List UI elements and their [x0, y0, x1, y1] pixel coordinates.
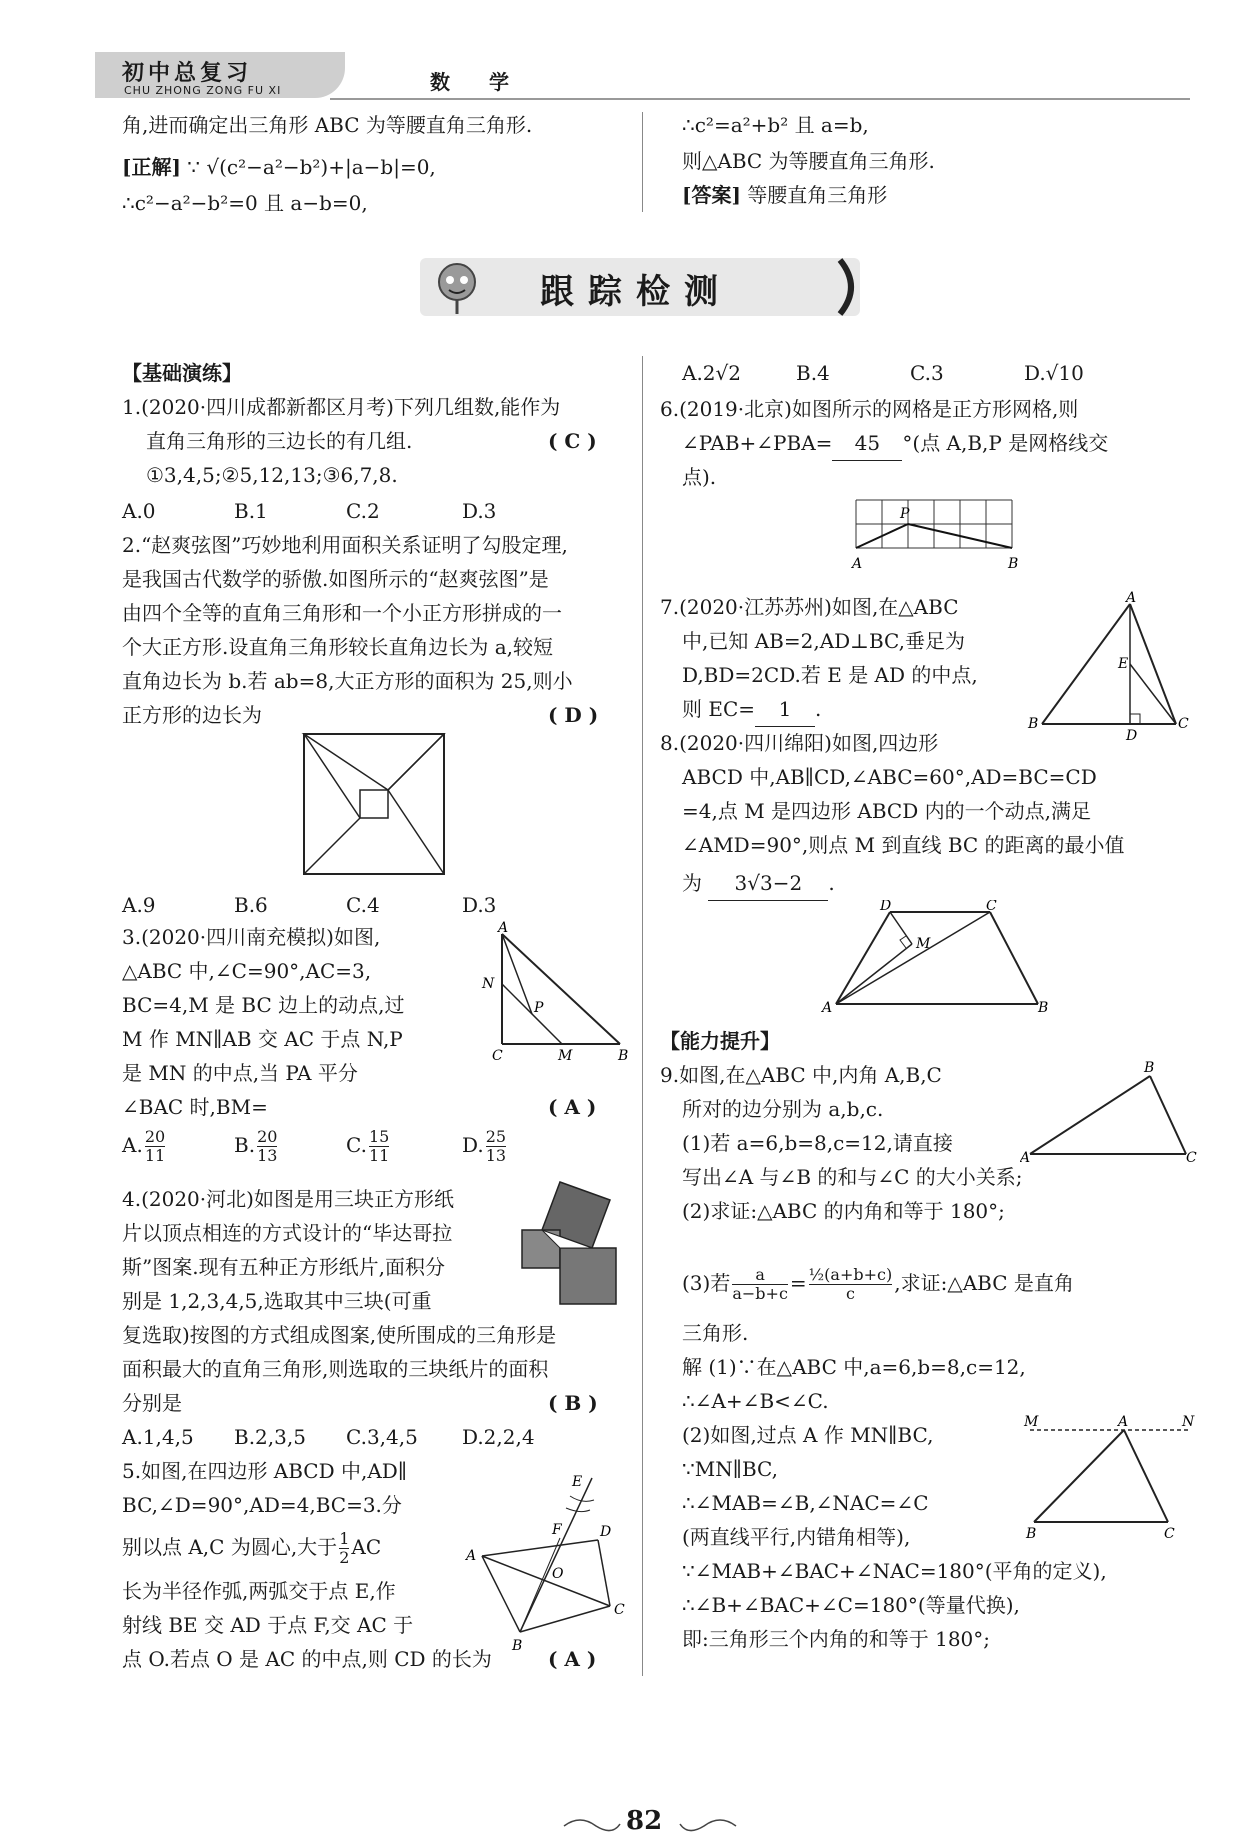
q1-answer: ( C ) [548, 429, 597, 453]
q2-line3: 由四个全等的直角三角形和一个小正方形拼成的一 [122, 601, 562, 625]
q2-opt-c: C.4 [346, 893, 380, 917]
basic-label: 【基础演练】 [122, 361, 242, 385]
q7-fig-d: D [1126, 728, 1138, 740]
sol-line3: (2)如图,过点 A 作 MN∥BC, [682, 1423, 934, 1447]
q5-opt-d: D.√10 [1024, 361, 1084, 385]
q5-line3: 别以点 A,C 为圆心,大于 $\frac{1}{2}$ AC [122, 1529, 382, 1567]
q6-line2: ∠PAB+∠PBA= 45 °(点 A,B,P 是网格线交 [682, 426, 1108, 461]
header-title: 初中总复习 [122, 60, 253, 86]
sol-line2: ∴∠A+∠B<∠C. [682, 1389, 829, 1413]
q1-line2: 直角三角形的三边长的有几组. [146, 429, 413, 453]
top-r3 [682, 178, 887, 212]
q7-figure [1024, 590, 1194, 740]
q2-line5: 直角边长为 b.若 ab=8,大正方形的面积为 25,则小 [122, 669, 573, 693]
q3-fig-c: C [492, 1048, 503, 1064]
q2-opt-b: B.6 [234, 893, 268, 917]
q9-figure-a [1020, 1058, 1200, 1168]
sol-line4: ∵MN∥BC, [682, 1457, 778, 1481]
q5-opt-b: B.4 [796, 361, 830, 385]
q9b-fig-a: A [1118, 1414, 1129, 1430]
q5-figure [460, 1466, 638, 1656]
q3-opt-c: C. $\frac{15}{11}$ [346, 1127, 390, 1165]
q9-line7: 三角形. [682, 1321, 749, 1345]
q4-line1: 4.(2020·河北)如图是用三块正方形纸 [122, 1187, 454, 1211]
q1-line3: ①3,4,5;②5,12,13;③6,7,8. [146, 463, 398, 487]
q4-opt-d: D.2,2,4 [462, 1425, 535, 1449]
q6-fig-a: A [852, 556, 863, 572]
q8-line3: =4,点 M 是四边形 ABCD 内的一个动点,满足 [682, 799, 1091, 823]
q7-line2: 中,已知 AB=2,AD⊥BC,垂足为 [682, 629, 965, 653]
q5-line1: 5.如图,在四边形 ABCD 中,AD∥ [122, 1459, 408, 1483]
q8-line1: 8.(2020·四川绵阳)如图,四边形 [660, 731, 939, 755]
top-r3-text: 等腰直角三角形 [747, 183, 888, 207]
q8-line4: ∠AMD=90°,则点 M 到直线 BC 的距离的最小值 [682, 833, 1125, 857]
q9b-fig-m: M [1024, 1414, 1039, 1430]
q1-line1: 1.(2020·四川成都新都区月考)下列几组数,能作为 [122, 395, 561, 419]
q9a-fig-a: A [1020, 1150, 1031, 1166]
sol-line9: 即:三角形三个内角的和等于 180°; [682, 1627, 991, 1651]
q9-line5: (2)求证:△ABC 的内角和等于 180°; [682, 1199, 1005, 1223]
q7-fig-e: E [1118, 656, 1129, 672]
ability-label: 【能力提升】 [660, 1029, 780, 1053]
q7-answer: 1 [755, 692, 815, 727]
column-divider [642, 356, 643, 1676]
q6-line3: 点). [682, 465, 717, 489]
q5-fig-b: B [512, 1638, 523, 1654]
q2-answer: ( D ) [548, 703, 599, 727]
top-l1: 角,进而确定出三角形 ABC 为等腰直角三角形. [122, 113, 533, 137]
q3-line3: BC=4,M 是 BC 边上的动点,过 [122, 993, 405, 1017]
q9-line2: 所对的边分别为 a,b,c. [682, 1097, 884, 1121]
q5-fig-a: A [466, 1548, 477, 1564]
q4-line3: 斯”图案.现有五种正方形纸片,面积分 [122, 1255, 445, 1279]
q3-opt-a: A. $\frac{20}{11}$ [122, 1127, 166, 1165]
q4-figure [518, 1180, 632, 1308]
q8-fig-c: C [986, 900, 997, 914]
q5-line2: BC,∠D=90°,AD=4,BC=3.分 [122, 1493, 402, 1517]
q2-opt-a: A.9 [122, 893, 156, 917]
q3-line5: 是 MN 的中点,当 PA 平分 [122, 1061, 358, 1085]
q6-line1: 6.(2019·北京)如图所示的网格是正方形网格,则 [660, 397, 1079, 421]
q6-answer: 45 [832, 426, 902, 461]
q4-opt-a: A.1,4,5 [122, 1425, 194, 1449]
q5-fig-e: E [572, 1474, 583, 1490]
q8-figure [820, 900, 1060, 1020]
q6-fig-p: P [900, 506, 910, 522]
q9-line1: 9.如图,在△ABC 中,内角 A,B,C [660, 1063, 942, 1087]
q5-fig-o: O [552, 1566, 564, 1582]
header-pinyin: CHU ZHONG ZONG FU XI [124, 84, 282, 97]
q4-opt-c: C.3,4,5 [346, 1425, 418, 1449]
q4-line2: 片以顶点相连的方式设计的“毕达哥拉 [122, 1221, 453, 1245]
top-r1: ∴c²=a²+b² 且 a=b, [682, 113, 869, 137]
q3-answer: ( A ) [548, 1095, 597, 1119]
q3-opt-b: B. $\frac{20}{13}$ [234, 1127, 278, 1165]
page-number: 82 [626, 1806, 663, 1836]
q3-line1: 3.(2020·四川南充模拟)如图, [122, 925, 381, 949]
q6-figure [850, 498, 1020, 588]
q3-fig-n: N [482, 976, 495, 992]
q9b-fig-b: B [1026, 1526, 1037, 1542]
q2-line6: 正方形的边长为 [122, 703, 262, 727]
q9-line4: 写出∠A 与∠B 的和与∠C 的大小关系; [682, 1165, 1023, 1189]
q3-fig-b: B [618, 1048, 629, 1064]
q7-fig-a: A [1126, 590, 1137, 606]
q9b-fig-n: N [1182, 1414, 1195, 1430]
sol-line7: ∵∠MAB+∠BAC+∠NAC=180°(平角的定义), [682, 1559, 1107, 1583]
q8-fig-m: M [916, 936, 931, 952]
q9-line6: (3)若 $\frac{a}{a-b+c}$ = $\frac{\text{½(a+b+c)}}{c}$ ,求证:△ABC 是直角 [682, 1265, 1074, 1303]
q3-line4: M 作 MN∥AB 交 AC 于点 N,P [122, 1027, 403, 1051]
q8-fig-d: D [880, 900, 892, 914]
q5-line4: 长为半径作弧,两弧交于点 E,作 [122, 1579, 396, 1603]
q7-line3: D,BD=2CD.若 E 是 AD 的中点, [682, 663, 978, 687]
q4-line4: 别是 1,2,3,4,5,选取其中三块(可重 [122, 1289, 432, 1313]
q5-fig-d: D [600, 1524, 612, 1540]
q9b-fig-c: C [1164, 1526, 1175, 1542]
q3-line2: △ABC 中,∠C=90°,AC=3, [122, 959, 372, 983]
q1-opt-c: C.2 [346, 499, 380, 523]
header-rule [330, 98, 1190, 100]
top-l2-text: ∵ √(c²−a²−b²)+|a−b|=0, [187, 155, 436, 179]
q9-line3: (1)若 a=6,b=8,c=12,请直接 [682, 1131, 953, 1155]
q9a-fig-c: C [1186, 1150, 1197, 1166]
q5-fig-f: F [552, 1522, 562, 1538]
section-title: 跟踪检测 [540, 272, 732, 312]
q5-fig-c: C [614, 1602, 625, 1618]
q2-line1: 2.“赵爽弦图”巧妙地利用面积关系证明了勾股定理, [122, 533, 568, 557]
top-l3: ∴c²−a²−b²=0 且 a−b=0, [122, 191, 368, 215]
q3-fig-m: M [558, 1048, 573, 1064]
q7-fig-b: B [1028, 716, 1039, 732]
q8-fig-b: B [1038, 1000, 1049, 1016]
sol-line5: ∴∠MAB=∠B,∠NAC=∠C [682, 1491, 929, 1515]
q4-line6: 面积最大的直角三角形,则选取的三块纸片的面积 [122, 1357, 549, 1381]
header-subject: 数 学 [430, 70, 525, 94]
q2-figure [300, 730, 450, 880]
top-l2-label: [正解] [122, 155, 181, 179]
top-r3-label: [答案] [682, 183, 741, 207]
q7-line4: 则 EC= 1 . [682, 692, 821, 727]
q1-opt-b: B.1 [234, 499, 268, 523]
sol-line8: ∴∠B+∠BAC+∠C=180°(等量代换), [682, 1593, 1020, 1617]
q4-line7: 分别是 [122, 1391, 182, 1415]
top-divider [642, 112, 643, 212]
q2-line2: 是我国古代数学的骄傲.如图所示的“赵爽弦图”是 [122, 567, 549, 591]
top-r2: 则△ABC 为等腰直角三角形. [682, 149, 935, 173]
q5-line6: 点 O.若点 O 是 AC 的中点,则 CD 的长为 [122, 1647, 492, 1671]
q8-fig-a: A [822, 1000, 833, 1016]
q4-line5: 复选取)按图的方式组成图案,使所围成的三角形是 [122, 1323, 557, 1347]
q3-fig-a: A [498, 920, 509, 936]
q1-opt-d: D.3 [462, 499, 497, 523]
q7-fig-c: C [1178, 716, 1189, 732]
sol-line6: (两直线平行,内错角相等), [682, 1525, 911, 1549]
q9-figure-b [1016, 1412, 1196, 1542]
q3-line6: ∠BAC 时,BM= [122, 1095, 268, 1119]
q2-line4: 个大正方形.设直角三角形较长直角边长为 a,较短 [122, 635, 553, 659]
q8-line5: 为 3√3−2 . [682, 866, 835, 901]
q3-opt-d: D. $\frac{25}{13}$ [462, 1127, 507, 1165]
top-l2 [122, 150, 436, 184]
q1-opt-a: A.0 [122, 499, 156, 523]
q8-answer: 3√3−2 [708, 866, 828, 901]
q5-opt-a: A.2√2 [682, 361, 741, 385]
q2-opt-d: D.3 [462, 893, 497, 917]
q7-line1: 7.(2020·江苏苏州)如图,在△ABC [660, 595, 959, 619]
q3-fig-p: P [534, 1000, 544, 1016]
q5-line5: 射线 BE 交 AD 于点 F,交 AC 于 [122, 1613, 414, 1637]
mascot-icon [425, 256, 491, 318]
q9a-fig-b: B [1144, 1060, 1155, 1076]
q5-answer: ( A ) [548, 1647, 597, 1671]
q3-figure [480, 920, 630, 1070]
q5-opt-c: C.3 [910, 361, 944, 385]
banner-end-icon [836, 256, 866, 318]
sol-line1: 解 (1)∵在△ABC 中,a=6,b=8,c=12, [682, 1355, 1026, 1379]
q8-line2: ABCD 中,AB∥CD,∠ABC=60°,AD=BC=CD [682, 765, 1097, 789]
q6-fig-b: B [1008, 556, 1019, 572]
q4-opt-b: B.2,3,5 [234, 1425, 306, 1449]
q4-answer: ( B ) [548, 1391, 598, 1415]
